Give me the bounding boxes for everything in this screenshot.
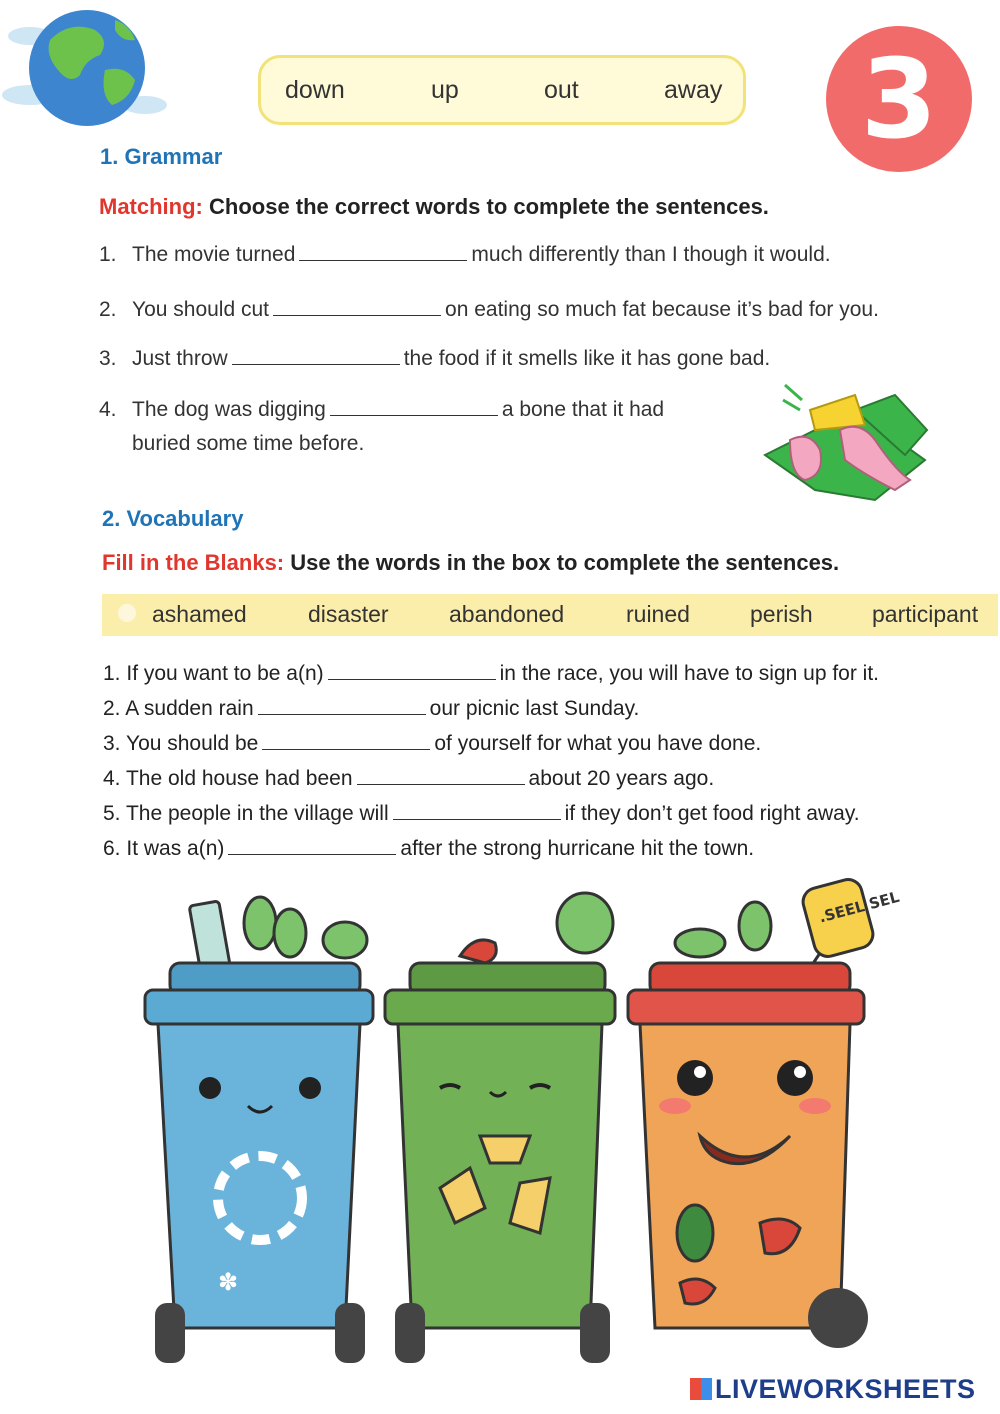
answer-blank[interactable]	[273, 297, 441, 316]
answer-blank[interactable]	[262, 731, 430, 750]
item-number: 1.	[99, 243, 117, 266]
instruction-text: Use the words in the box to complete the sentences.	[284, 550, 840, 575]
item-text-after: of yourself for what you have done.	[434, 732, 762, 755]
vocabulary-instruction	[102, 550, 839, 576]
item-text-after: our picnic last Sunday.	[429, 697, 640, 720]
green-bin	[385, 893, 615, 1363]
item-text-before: The dog was digging	[132, 398, 326, 421]
answer-blank[interactable]	[357, 766, 525, 785]
answer-blank[interactable]	[232, 346, 400, 365]
answer-blank[interactable]	[299, 242, 467, 261]
item-number: 4.	[103, 767, 121, 790]
grammar-item	[99, 346, 770, 371]
earth-illustration	[0, 0, 175, 135]
word-bank-item: abandoned	[449, 601, 565, 627]
answer-blank[interactable]	[228, 836, 396, 855]
word-bank-item: disaster	[308, 601, 389, 627]
item-text-before: The movie turned	[132, 243, 296, 266]
item-number: 4.	[99, 398, 117, 421]
word-bank-item: ashamed	[152, 601, 247, 627]
word-bank-item: participant	[872, 601, 979, 627]
item-text-before: A sudden rain	[125, 697, 254, 720]
instruction-lead: Fill in the Blanks:	[102, 550, 285, 575]
liveworksheets-logo	[690, 1374, 976, 1405]
vocabulary-item	[103, 766, 714, 791]
orange-bin	[628, 876, 902, 1348]
vocabulary-item	[103, 696, 639, 721]
vocabulary-word-bank	[102, 594, 998, 636]
answer-blank[interactable]	[258, 696, 426, 715]
item-text-after: about 20 years ago.	[528, 767, 715, 790]
item-number: 3.	[103, 732, 121, 755]
answer-blank[interactable]	[330, 397, 498, 416]
vocabulary-item	[103, 661, 879, 686]
word-box	[258, 55, 746, 125]
grammar-item	[99, 242, 831, 267]
item-number: 2.	[99, 298, 117, 321]
word-box-item: away	[664, 76, 723, 104]
item-text-before: The people in the village will	[125, 802, 389, 825]
answer-blank[interactable]	[393, 801, 561, 820]
recycling-bins-illustration	[140, 878, 902, 1368]
item-text-before: The old house had been	[125, 767, 353, 790]
item-text-after: a bone that it had	[501, 398, 665, 421]
grammar-item-continuation: buried some time before.	[132, 432, 365, 455]
logo-icon	[690, 1378, 712, 1400]
word-bank-item: ruined	[626, 601, 690, 627]
word-bank-item: perish	[750, 601, 813, 627]
grammar-title: 1. Grammar	[100, 144, 223, 169]
megaphone-illustration	[755, 380, 930, 505]
word-box-item: up	[431, 76, 459, 104]
item-text-after: the food if it smells like it has gone bad.	[403, 347, 771, 370]
answer-blank[interactable]	[328, 661, 496, 680]
item-text-after: in the race, you will have to sign up for it.	[499, 662, 880, 685]
word-box-item: down	[285, 76, 345, 104]
bullet-dot	[118, 604, 136, 622]
item-text-before: It was a(n)	[126, 837, 225, 860]
vocabulary-item	[103, 801, 860, 826]
item-text-before: Just throw	[132, 347, 228, 370]
item-text-after: after the strong hurricane hit the town.	[400, 837, 755, 860]
blue-bin	[145, 897, 373, 1363]
item-number: 1.	[103, 662, 121, 685]
vocabulary-item	[103, 836, 754, 861]
item-number: 2.	[103, 697, 121, 720]
vocabulary-item	[103, 731, 761, 756]
item-number: 3.	[99, 347, 117, 370]
item-number: 6.	[103, 837, 121, 860]
grammar-item	[99, 297, 879, 322]
logo-text: LIVEWORKSHEETS	[715, 1374, 976, 1404]
item-text-before: You should cut	[132, 298, 270, 321]
item-text-before: If you want to be a(n)	[126, 662, 324, 685]
item-text-before: You should be	[125, 732, 259, 755]
vocabulary-title: 2. Vocabulary	[102, 506, 244, 531]
instruction-text: Choose the correct words to complete the sentences.	[202, 194, 769, 219]
item-text-after: if they don’t get food right away.	[564, 802, 860, 825]
item-number: 5.	[103, 802, 121, 825]
svg-text:✽: ✽	[218, 1268, 239, 1296]
instruction-lead: Matching:	[99, 194, 203, 219]
item-text-after: much differently than I though it would.	[471, 243, 831, 266]
item-text-after: on eating so much fat because it’s bad for you.	[445, 298, 879, 321]
grammar-instruction	[99, 194, 769, 220]
grammar-item	[99, 397, 664, 422]
page-number-badge: 3	[826, 26, 972, 172]
bin-sign-text: .SEEL SEL	[816, 887, 902, 927]
word-box-item: out	[544, 76, 579, 104]
